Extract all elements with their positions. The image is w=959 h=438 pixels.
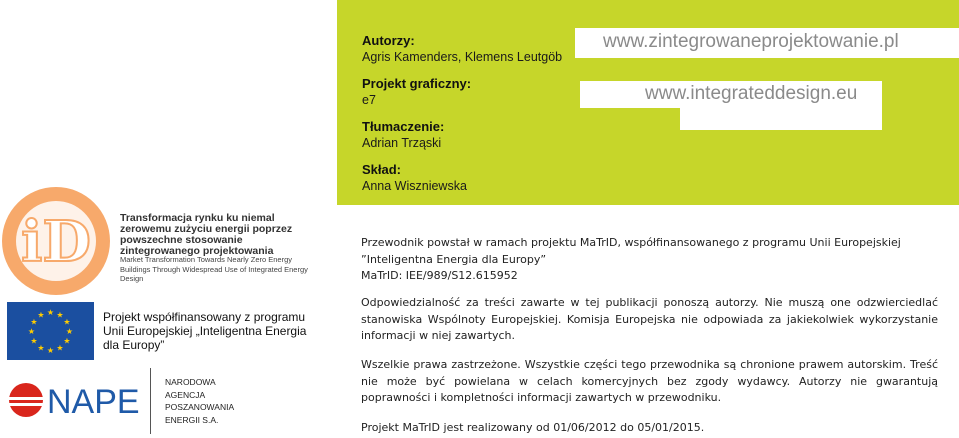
project-info-line: Przewodnik powstał w ramach projektu MaTrID, współfinansowanego z programu Unii Europejskiej — [361, 236, 901, 249]
url-band — [680, 108, 882, 130]
svg-text:★: ★ — [46, 308, 55, 317]
credit-authors — [362, 33, 582, 65]
svg-text:★: ★ — [56, 343, 64, 353]
id-logo-mark: iD — [21, 209, 91, 275]
nape-logo-mark: NAPE — [47, 383, 140, 420]
svg-text:★: ★ — [46, 346, 55, 355]
credit-typesetting — [362, 162, 582, 194]
credit-label: Skład: — [362, 162, 402, 177]
nape-agency-line: AGENCJA — [165, 389, 206, 400]
website-link-integrateddesign[interactable]: www.integrateddesign.eu — [645, 83, 858, 104]
id-logo — [0, 185, 112, 297]
eu-flag-icon — [7, 302, 94, 360]
nape-agency-line: NARODOWA — [165, 377, 216, 387]
credit-label: Autorzy: — [362, 33, 415, 48]
credit-value: Anna Wiszniewska — [362, 179, 467, 193]
nape-logo — [7, 380, 142, 420]
credits-list — [362, 33, 582, 205]
svg-text:★: ★ — [65, 327, 74, 336]
svg-text:★: ★ — [63, 317, 71, 327]
credit-graphic-design — [362, 76, 582, 108]
project-info-paragraph — [361, 235, 938, 285]
id-project-title: Transformacja rynku ku niemal zerowemu zużyciu energii poprzez powszechne stosowanie zintegrowanego projektowania — [120, 212, 293, 257]
website-link-zintegrowane[interactable]: www.zintegrowaneprojektowanie.pl — [603, 31, 899, 52]
nape-agency-name — [165, 376, 255, 426]
nape-agency-line: ENERGII S.A. — [165, 414, 219, 425]
nape-divider — [150, 368, 151, 434]
svg-text:★: ★ — [56, 310, 64, 320]
credit-value: e7 — [362, 93, 376, 107]
credit-label: Tłumaczenie: — [362, 119, 445, 134]
project-dates-paragraph: Projekt MaTrID jest realizowany od 01/06/2012 do 05/01/2015. — [361, 421, 705, 434]
credit-value: Agris Kamenders, Klemens Leutgöb — [362, 50, 563, 64]
svg-text:★: ★ — [37, 343, 45, 353]
credit-translation — [362, 119, 582, 151]
eu-cofinancing-note: Projekt współfinansowany z programu Unii Europejskiej „Inteligentna Energia dla Europy” — [103, 310, 307, 352]
project-info-line: MaTrID: IEE/989/S12.615952 — [361, 269, 518, 282]
svg-text:★: ★ — [37, 310, 45, 320]
copyright-paragraph: Wszelkie prawa zastrzeżone. Wszystkie części tego przewodnika są chronione prawem autorskim. Treść nie może być powielana w celach komercyjnych bez zgody wydawcy. Autorzy nie gwarantują poprawności i kompletności informacji zawartych w przewodniku. — [361, 358, 938, 404]
project-info-line: ”Inteligentna Energia dla Europy” — [361, 252, 547, 266]
svg-text:★: ★ — [63, 336, 71, 346]
id-project-subtitle: Market Transformation Towards Nearly Zero Energy Buildings Through Widespread Use of Integrated Energy Design — [120, 255, 308, 283]
svg-text:★: ★ — [30, 336, 38, 346]
disclaimer-paragraph: Odpowiedzialność za treści zawarte w tej publikacji ponoszą autorzy. Nie muszą one odzwierciedlać stanowiska Wspólnoty Europejskiej. Komisja Europejska nie odpowiada za jakiekolwiek wykorzystanie informacji w niej zawartych. — [361, 296, 938, 342]
svg-text:★: ★ — [30, 317, 38, 327]
svg-text:★: ★ — [27, 327, 36, 336]
credit-value: Adrian Trząski — [362, 136, 442, 150]
nape-agency-line: POSZANOWANIA — [165, 402, 235, 412]
credit-label: Projekt graficzny: — [362, 76, 472, 91]
